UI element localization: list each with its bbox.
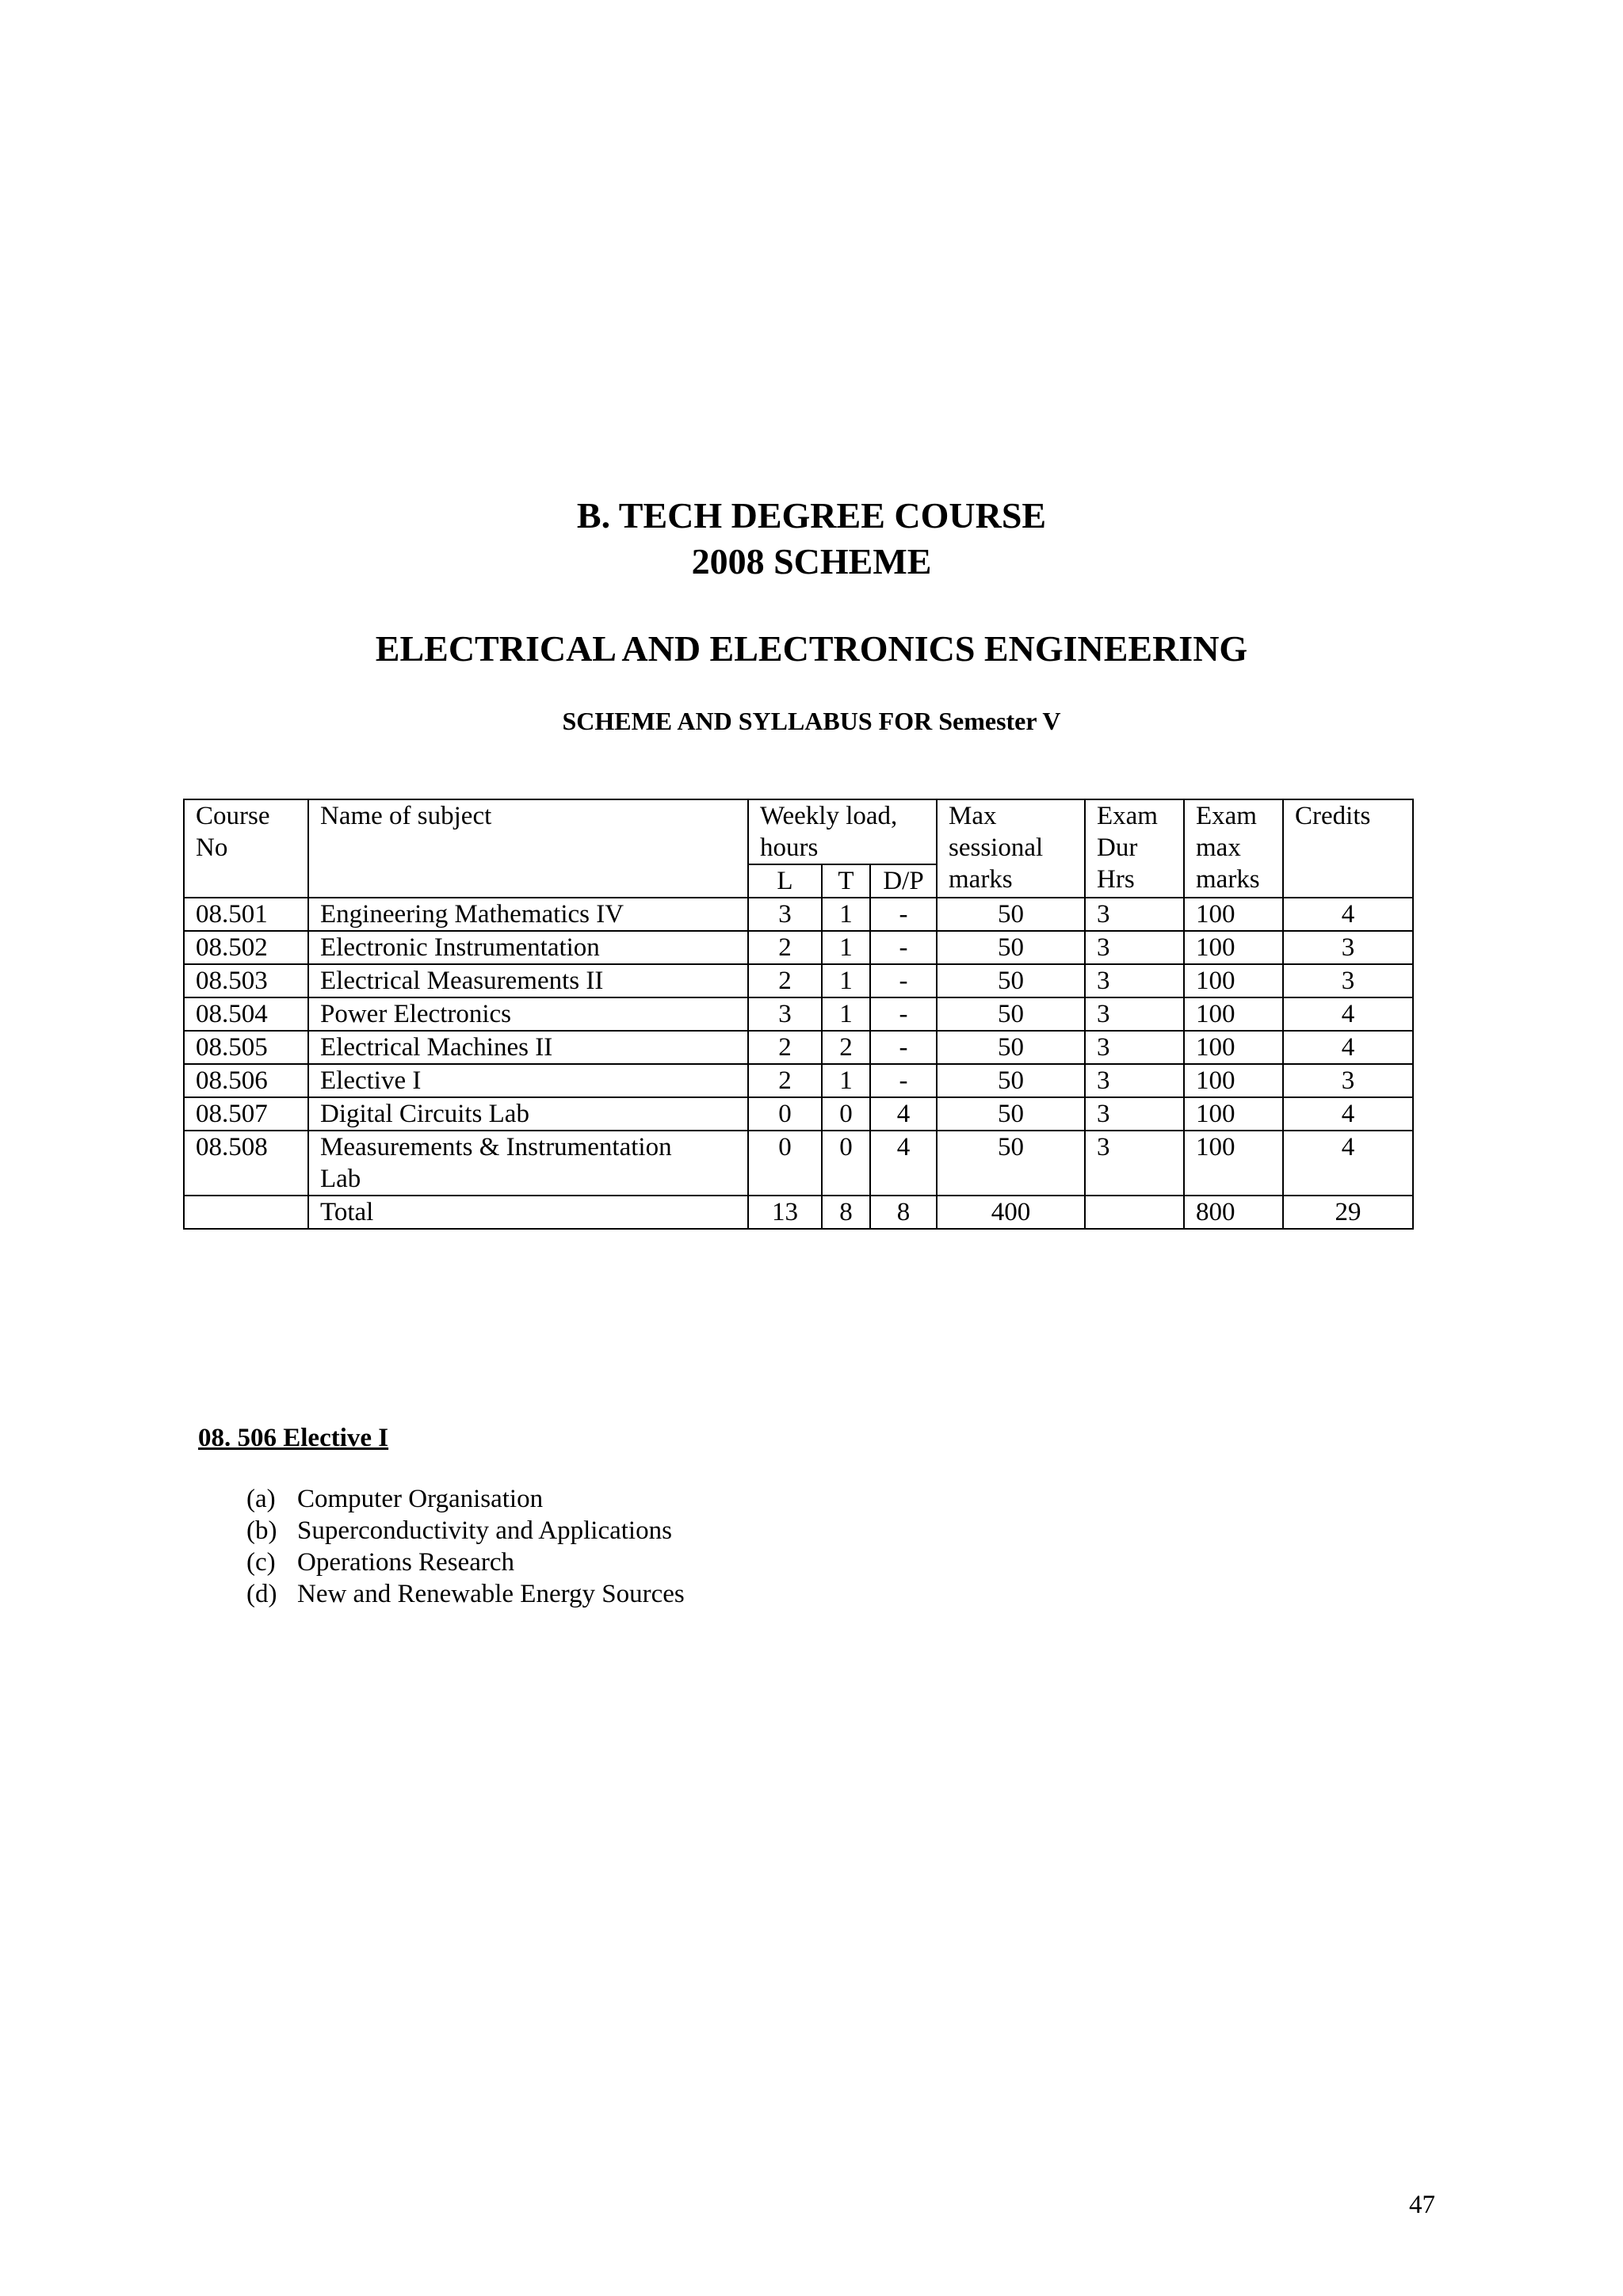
scheme-year: 2008 SCHEME [691,541,932,582]
table-row: 08.505 Electrical Machines II 2 2 - 50 3 100 4 [184,1031,1413,1064]
header-exam-dur: Exam Dur Hrs [1085,799,1184,898]
header-credits: Credits [1283,799,1413,898]
table-row: 08.503 Electrical Measurements II 2 1 - 50 3 100 3 [184,964,1413,997]
list-item: (d) New and Renewable Energy Sources [246,1580,685,1608]
list-item: (b) Superconductivity and Applications [246,1516,672,1545]
table-row: 08.504 Power Electronics 3 1 - 50 3 100 4 [184,997,1413,1031]
header-course-no: Course No [184,799,308,898]
header-max-sessional: Max sessional marks [937,799,1085,898]
list-item: (c) Operations Research [246,1548,514,1577]
header-name: Name of subject [308,799,748,898]
semester-subtitle: SCHEME AND SYLLABUS FOR Semester V [562,707,1061,735]
total-row: Total 13 8 8 400 800 29 [184,1196,1413,1229]
table-row: 08.508 Measurements & Instrumentation Lab 0 0 4 50 3 100 4 [184,1131,1413,1196]
header-exam-max: Exam max marks [1184,799,1283,898]
table-row: 08.506 Elective I 2 1 - 50 3 100 3 [184,1064,1413,1097]
header-dp: D/P [870,864,937,898]
scheme-table [183,799,1414,1230]
list-item: (a) Computer Organisation [246,1485,544,1513]
table-row: 08.502 Electronic Instrumentation 2 1 - 50 3 100 3 [184,931,1413,964]
table-row: 08.507 Digital Circuits Lab 0 0 4 50 3 100 4 [184,1097,1413,1131]
header-t: T [822,864,870,898]
table-row: 08.501 Engineering Mathematics IV 3 1 - 50 3 100 4 [184,898,1413,931]
header-row [184,799,1413,864]
page-number: 47 [1409,2191,1435,2219]
course-title: B. TECH DEGREE COURSE [576,495,1047,536]
header-l: L [748,864,822,898]
header-weekly-load: Weekly load, hours [748,799,937,864]
elective-list [246,1483,685,1610]
elective-heading: 08. 506 Elective I [198,1424,389,1452]
department-title: ELECTRICAL AND ELECTRONICS ENGINEERING [375,628,1248,669]
